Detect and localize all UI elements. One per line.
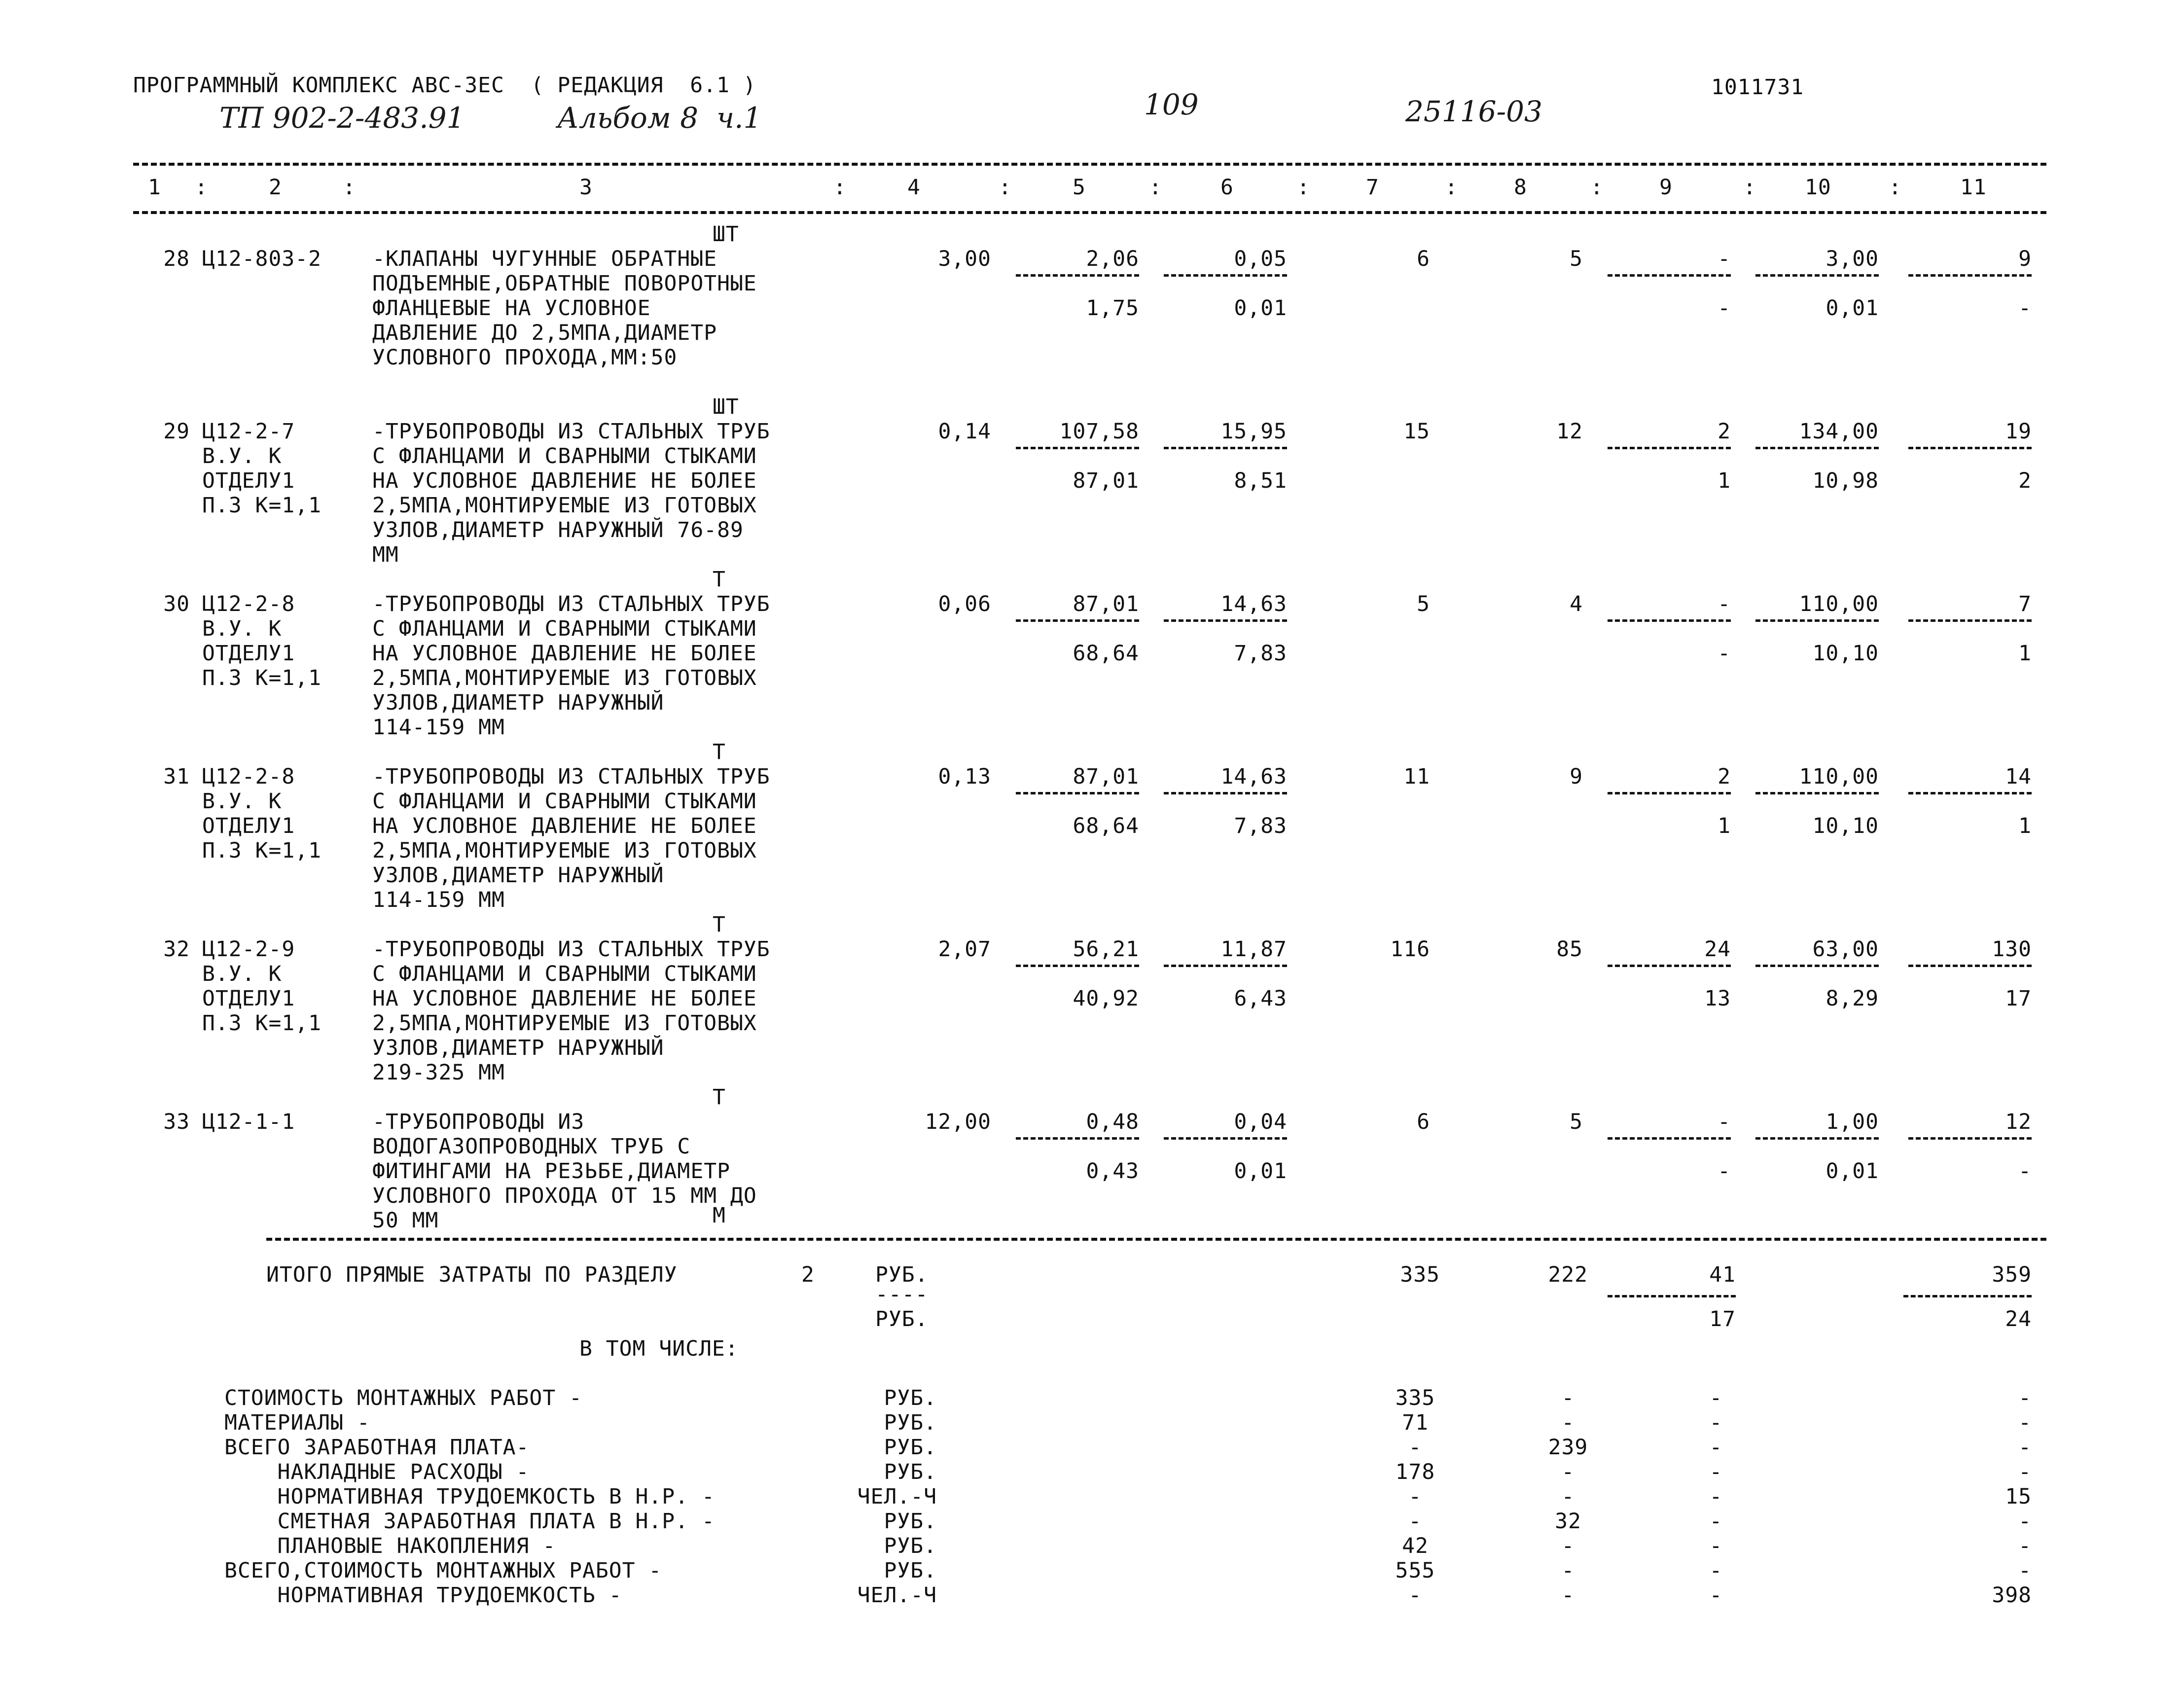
summary-col9: -: [1709, 1583, 1723, 1608]
item-unit: Т: [713, 912, 726, 937]
item-c11-rule: [1908, 447, 2032, 449]
item-code-note: В.У. К: [202, 962, 282, 986]
summary-col9: -: [1709, 1435, 1723, 1460]
summary-label: НОРМАТИВНАЯ ТРУДОЕМКОСТЬ -: [224, 1583, 622, 1608]
item-number: 31: [163, 764, 190, 789]
item-description-line: -КЛАПАНЫ ЧУГУННЫЕ ОБРАТНЫЕ: [372, 247, 717, 271]
item-c6b: 8,51: [1234, 468, 1287, 493]
item-c9-rule: [1608, 619, 1731, 622]
item-c10b: 10,10: [1812, 641, 1879, 666]
item-c10b: 10,98: [1812, 468, 1879, 493]
summary-col7: -: [1408, 1484, 1422, 1509]
item-description-line: ВОДОГАЗОПРОВОДНЫХ ТРУБ С: [372, 1134, 691, 1159]
item-description-line: УСЛОВНОГО ПРОХОДА,ММ:50: [372, 345, 678, 370]
totals-col9: 41: [1709, 1262, 1736, 1287]
summary-col9: -: [1709, 1534, 1723, 1558]
column-header-6: 6: [1220, 175, 1234, 200]
item-code: Ц12-2-8: [202, 764, 295, 789]
item-c7: 15: [1403, 419, 1430, 444]
item-description-line: 219-325 ММ: [372, 1060, 505, 1085]
item-c8: 5: [1570, 1110, 1583, 1134]
item-description-line: УЗЛОВ,ДИАМЕТР НАРУЖНЫЙ 76-89: [372, 518, 744, 542]
summary-label: ВСЕГО,СТОИМОСТЬ МОНТАЖНЫХ РАБОТ -: [224, 1558, 662, 1583]
table-header-rule: [133, 211, 2046, 214]
item-c4: 3,00: [938, 247, 991, 271]
item-c9b: -: [1718, 641, 1731, 666]
item-description-line: -ТРУБОПРОВОДЫ ИЗ СТАЛЬНЫХ ТРУБ: [372, 419, 770, 444]
item-code-note: П.3 К=1,1: [202, 666, 322, 690]
summary-label: СМЕТНАЯ ЗАРАБОТНАЯ ПЛАТА В Н.Р. -: [224, 1509, 715, 1534]
item-c11: 9: [2018, 247, 2032, 271]
summary-label: ПЛАНОВЫЕ НАКОПЛЕНИЯ -: [224, 1534, 556, 1558]
item-description-line: -ТРУБОПРОВОДЫ ИЗ: [372, 1110, 585, 1134]
item-c11-rule: [1908, 1137, 2032, 1140]
item-description-line: ФИТИНГАМИ НА РЕЗЬБЕ,ДИАМЕТР: [372, 1159, 730, 1184]
item-c5-rule: [1016, 1137, 1139, 1140]
item-c9b: 13: [1704, 986, 1731, 1011]
column-header-2: 2: [269, 175, 282, 200]
item-c9: -: [1718, 1110, 1731, 1134]
item-code-note: ОТДЕЛУ1: [202, 641, 295, 666]
item-c10-rule: [1755, 619, 1879, 622]
summary-label: СТОИМОСТЬ МОНТАЖНЫХ РАБОТ -: [224, 1386, 582, 1410]
item-c4: 0,14: [938, 419, 991, 444]
item-c9-rule: [1608, 447, 1731, 449]
item-c11b: 1: [2018, 641, 2032, 666]
item-c6b: 7,83: [1234, 641, 1287, 666]
summary-label: НОРМАТИВНАЯ ТРУДОЕМКОСТЬ В Н.Р. -: [224, 1484, 715, 1509]
column-header-3: 3: [579, 175, 593, 200]
item-c11b: -: [2018, 1159, 2032, 1184]
item-description-line: НА УСЛОВНОЕ ДАВЛЕНИЕ НЕ БОЛЕЕ: [372, 814, 757, 838]
totals-section: 2: [801, 1262, 815, 1287]
item-c8: 5: [1570, 247, 1583, 271]
summary-col7: -: [1408, 1583, 1422, 1608]
item-c8: 9: [1570, 764, 1583, 789]
item-code: Ц12-2-9: [202, 937, 295, 962]
summary-label: НАКЛАДНЫЕ РАСХОДЫ -: [224, 1460, 530, 1484]
summary-col9: -: [1709, 1460, 1723, 1484]
item-description-line: ФЛАНЦЕВЫЕ НА УСЛОВНОЕ: [372, 296, 651, 321]
item-code-note: ОТДЕЛУ1: [202, 986, 295, 1011]
item-c11b: 17: [2005, 986, 2032, 1011]
summary-col7: 42: [1402, 1534, 1429, 1558]
item-number: 29: [163, 419, 190, 444]
item-c8: 4: [1570, 592, 1583, 616]
item-c10: 134,00: [1799, 419, 1879, 444]
handwritten-album: Альбом 8 ч.1: [557, 101, 762, 135]
item-code: Ц12-803-2: [202, 247, 322, 271]
summary-col8: -: [1561, 1460, 1575, 1484]
summary-col7: 335: [1395, 1386, 1435, 1410]
item-c10: 110,00: [1799, 592, 1879, 616]
summary-col9: -: [1709, 1410, 1723, 1435]
summary-col9: -: [1709, 1509, 1723, 1534]
item-c6-rule: [1164, 965, 1287, 967]
item-number: 30: [163, 592, 190, 616]
column-header-11: 11: [1960, 175, 1987, 200]
item-c9-rule: [1608, 274, 1731, 277]
item-c5: 87,01: [1073, 592, 1139, 616]
item-c5-rule: [1016, 447, 1139, 449]
handwritten-document-number: 25116-03: [1405, 95, 1542, 128]
totals-rule: [266, 1238, 2046, 1241]
summary-unit: РУБ.: [884, 1386, 937, 1410]
item-c10-rule: [1755, 274, 1879, 277]
item-c10b: 10,10: [1812, 814, 1879, 838]
handwritten-project-number: ТП 902-2-483.91: [219, 101, 465, 135]
item-c5b: 68,64: [1073, 814, 1139, 838]
item-description-line: С ФЛАНЦАМИ И СВАРНЫМИ СТЫКАМИ: [372, 962, 757, 986]
item-number: 33: [163, 1110, 190, 1134]
item-c5b: 40,92: [1073, 986, 1139, 1011]
summary-col9: -: [1709, 1558, 1723, 1583]
item-c11-rule: [1908, 274, 2032, 277]
item-c6b: 6,43: [1234, 986, 1287, 1011]
summary-unit: РУБ.: [884, 1509, 937, 1534]
item-c4: 0,13: [938, 764, 991, 789]
summary-col11: -: [2018, 1534, 2032, 1558]
totals-unit-2: РУБ.: [875, 1307, 929, 1331]
totals-col7: 335: [1400, 1262, 1440, 1287]
summary-col7: -: [1408, 1509, 1422, 1534]
summary-unit: РУБ.: [884, 1460, 937, 1484]
item-code-note: В.У. К: [202, 789, 282, 814]
item-c5-rule: [1016, 965, 1139, 967]
item-c11b: -: [2018, 296, 2032, 321]
summary-col9: -: [1709, 1484, 1723, 1509]
totals-col11-bottom: 24: [2005, 1307, 2032, 1331]
item-unit: Т: [713, 1085, 726, 1110]
item-c4: 0,06: [938, 592, 991, 616]
item-description-line: ММ: [372, 542, 399, 567]
item-c10-rule: [1755, 965, 1879, 967]
item-unit: М: [713, 1203, 726, 1228]
item-c6: 14,63: [1220, 764, 1287, 789]
item-description-line: УСЛОВНОГО ПРОХОДА ОТ 15 ММ ДО: [372, 1184, 757, 1208]
item-c11b: 1: [2018, 814, 2032, 838]
item-description-line: УЗЛОВ,ДИАМЕТР НАРУЖНЫЙ: [372, 1036, 664, 1060]
item-c9-rule: [1608, 1137, 1731, 1140]
item-number: 32: [163, 937, 190, 962]
item-c5b: 68,64: [1073, 641, 1139, 666]
item-c5b: 0,43: [1086, 1159, 1139, 1184]
item-code-note: П.3 К=1,1: [202, 838, 322, 863]
item-c11: 130: [1992, 937, 2032, 962]
item-c6b: 7,83: [1234, 814, 1287, 838]
item-c11: 14: [2005, 764, 2032, 789]
summary-label: ВСЕГО ЗАРАБОТНАЯ ПЛАТА-: [224, 1435, 530, 1460]
totals-col11: 359: [1992, 1262, 2032, 1287]
item-description-line: -ТРУБОПРОВОДЫ ИЗ СТАЛЬНЫХ ТРУБ: [372, 937, 770, 962]
item-code-note: П.3 К=1,1: [202, 1011, 322, 1036]
item-c5-rule: [1016, 274, 1139, 277]
summary-unit: РУБ.: [884, 1410, 937, 1435]
item-unit: Т: [713, 740, 726, 764]
summary-col8: -: [1561, 1534, 1575, 1558]
item-code-note: ОТДЕЛУ1: [202, 468, 295, 493]
item-c4: 12,00: [925, 1110, 991, 1134]
item-code: Ц12-2-8: [202, 592, 295, 616]
item-c6: 11,87: [1220, 937, 1287, 962]
item-c5-rule: [1016, 619, 1139, 622]
item-c9: 24: [1704, 937, 1731, 962]
item-c11-rule: [1908, 792, 2032, 794]
summary-col11: -: [2018, 1435, 2032, 1460]
summary-col7: -: [1408, 1435, 1422, 1460]
summary-label: МАТЕРИАЛЫ -: [224, 1410, 370, 1435]
item-c6: 0,04: [1234, 1110, 1287, 1134]
totals-label: ИТОГО ПРЯМЫЕ ЗАТРАТЫ ПО РАЗДЕЛУ: [266, 1262, 678, 1287]
item-c10: 63,00: [1812, 937, 1879, 962]
item-description-line: С ФЛАНЦАМИ И СВАРНЫМИ СТЫКАМИ: [372, 444, 757, 468]
summary-col8: -: [1561, 1558, 1575, 1583]
item-c9: 2: [1718, 764, 1731, 789]
item-c7: 11: [1403, 764, 1430, 789]
item-description-line: УЗЛОВ,ДИАМЕТР НАРУЖНЫЙ: [372, 863, 664, 888]
item-unit: ШТ: [713, 222, 739, 247]
item-description-line: 50 ММ: [372, 1208, 439, 1233]
item-c6-rule: [1164, 447, 1287, 449]
item-c6-rule: [1164, 274, 1287, 277]
summary-unit: РУБ.: [884, 1534, 937, 1558]
item-description-line: 2,5МПА,МОНТИРУЕМЫЕ ИЗ ГОТОВЫХ: [372, 838, 757, 863]
item-c6: 14,63: [1220, 592, 1287, 616]
item-c5-rule: [1016, 792, 1139, 794]
item-c7: 6: [1417, 247, 1430, 271]
item-c5: 107,58: [1059, 419, 1139, 444]
item-description-line: 2,5МПА,МОНТИРУЕМЫЕ ИЗ ГОТОВЫХ: [372, 493, 757, 518]
item-c6b: 0,01: [1234, 296, 1287, 321]
item-code-note: П.3 К=1,1: [202, 493, 322, 518]
item-code-note: В.У. К: [202, 444, 282, 468]
item-c10: 3,00: [1826, 247, 1879, 271]
column-header-4: 4: [907, 175, 921, 200]
item-c6-rule: [1164, 619, 1287, 622]
item-c9: -: [1718, 592, 1731, 616]
summary-unit: ЧЕЛ.-Ч: [857, 1484, 937, 1509]
summary-col8: -: [1561, 1484, 1575, 1509]
item-c6-rule: [1164, 792, 1287, 794]
item-description-line: НА УСЛОВНОЕ ДАВЛЕНИЕ НЕ БОЛЕЕ: [372, 641, 757, 666]
totals-unit: РУБ.: [875, 1262, 929, 1287]
summary-col7: 178: [1395, 1460, 1435, 1484]
item-code-note: В.У. К: [202, 616, 282, 641]
totals-col9-bottom: 17: [1709, 1307, 1736, 1331]
item-description-line: УЗЛОВ,ДИАМЕТР НАРУЖНЫЙ: [372, 690, 664, 715]
item-c9-rule: [1608, 965, 1731, 967]
summary-col11: -: [2018, 1410, 2032, 1435]
column-header-7: 7: [1366, 175, 1379, 200]
item-description-line: 2,5МПА,МОНТИРУЕМЫЕ ИЗ ГОТОВЫХ: [372, 666, 757, 690]
handwritten-page-number: 109: [1144, 88, 1199, 121]
item-description-line: ДАВЛЕНИЕ ДО 2,5МПА,ДИАМЕТР: [372, 321, 717, 345]
item-unit: ШТ: [713, 395, 739, 419]
item-description-line: НА УСЛОВНОЕ ДАВЛЕНИЕ НЕ БОЛЕЕ: [372, 468, 757, 493]
item-c11b: 2: [2018, 468, 2032, 493]
item-code-note: ОТДЕЛУ1: [202, 814, 295, 838]
item-code: Ц12-1-1: [202, 1110, 295, 1134]
item-c8: 12: [1556, 419, 1583, 444]
summary-col11: 15: [2005, 1484, 2032, 1509]
item-c6: 0,05: [1234, 247, 1287, 271]
item-c7: 5: [1417, 592, 1430, 616]
item-c5b: 87,01: [1073, 468, 1139, 493]
item-description-line: 2,5МПА,МОНТИРУЕМЫЕ ИЗ ГОТОВЫХ: [372, 1011, 757, 1036]
summary-col8: 32: [1555, 1509, 1581, 1534]
item-c11: 7: [2018, 592, 2032, 616]
item-c4: 2,07: [938, 937, 991, 962]
item-c6b: 0,01: [1234, 1159, 1287, 1184]
summary-col8: -: [1561, 1410, 1575, 1435]
program-title: ПРОГРАММНЫЙ КОМПЛЕКС АВС-ЗЕС ( РЕДАКЦИЯ 6.1 ): [133, 73, 756, 98]
item-description-line: -ТРУБОПРОВОДЫ ИЗ СТАЛЬНЫХ ТРУБ: [372, 592, 770, 616]
summary-col8: -: [1561, 1583, 1575, 1608]
item-description-line: С ФЛАНЦАМИ И СВАРНЫМИ СТЫКАМИ: [372, 616, 757, 641]
summary-col7: 555: [1395, 1558, 1435, 1583]
item-c6-rule: [1164, 1137, 1287, 1140]
item-description-line: -ТРУБОПРОВОДЫ ИЗ СТАЛЬНЫХ ТРУБ: [372, 764, 770, 789]
item-code: Ц12-2-7: [202, 419, 295, 444]
item-c7: 116: [1390, 937, 1430, 962]
summary-col9: -: [1709, 1386, 1723, 1410]
summary-col7: 71: [1402, 1410, 1429, 1435]
totals-col11-rule: [1903, 1295, 2032, 1297]
summary-col11: -: [2018, 1509, 2032, 1534]
totals-col9-rule: [1608, 1295, 1736, 1297]
item-description-line: С ФЛАНЦАМИ И СВАРНЫМИ СТЫКАМИ: [372, 789, 757, 814]
item-c10: 110,00: [1799, 764, 1879, 789]
item-c9: 2: [1718, 419, 1731, 444]
column-header-10: 10: [1805, 175, 1831, 200]
summary-unit: ЧЕЛ.-Ч: [857, 1583, 937, 1608]
item-c9b: 1: [1718, 814, 1731, 838]
item-c10b: 8,29: [1826, 986, 1879, 1011]
item-c11: 19: [2005, 419, 2032, 444]
item-c5: 2,06: [1086, 247, 1139, 271]
item-c11-rule: [1908, 965, 2032, 967]
item-c9b: 1: [1718, 468, 1731, 493]
totals-col8: 222: [1548, 1262, 1588, 1287]
summary-col11: -: [2018, 1558, 2032, 1583]
summary-col11: -: [2018, 1460, 2032, 1484]
item-c5: 56,21: [1073, 937, 1139, 962]
item-c10: 1,00: [1826, 1110, 1879, 1134]
item-c10-rule: [1755, 792, 1879, 794]
item-c11: 12: [2005, 1110, 2032, 1134]
item-c6: 15,95: [1220, 419, 1287, 444]
item-c10-rule: [1755, 447, 1879, 449]
item-c5: 0,48: [1086, 1110, 1139, 1134]
item-number: 28: [163, 247, 190, 271]
item-c9-rule: [1608, 792, 1731, 794]
item-c9b: -: [1718, 1159, 1731, 1184]
document-code: 1011731: [1711, 75, 1804, 100]
column-header-8: 8: [1514, 175, 1527, 200]
item-description-line: НА УСЛОВНОЕ ДАВЛЕНИЕ НЕ БОЛЕЕ: [372, 986, 757, 1011]
column-header-9: 9: [1659, 175, 1673, 200]
item-c10-rule: [1755, 1137, 1879, 1140]
item-c9: -: [1718, 247, 1731, 271]
summary-col11: 398: [1992, 1583, 2032, 1608]
totals-unit-separator: ----: [875, 1282, 929, 1307]
summary-unit: РУБ.: [884, 1435, 937, 1460]
item-c10b: 0,01: [1826, 1159, 1879, 1184]
summary-col8: -: [1561, 1386, 1575, 1410]
item-unit: Т: [713, 567, 726, 592]
column-header-1: 1: [148, 175, 161, 200]
item-c8: 85: [1556, 937, 1583, 962]
table-top-rule: [133, 163, 2046, 166]
item-c10b: 0,01: [1826, 296, 1879, 321]
item-c7: 6: [1417, 1110, 1430, 1134]
item-description-line: 114-159 ММ: [372, 888, 505, 912]
item-description-line: 114-159 ММ: [372, 715, 505, 740]
including-label: В ТОМ ЧИСЛЕ:: [579, 1336, 739, 1361]
item-description-line: ПОДЪЕМНЫЕ,ОБРАТНЫЕ ПОВОРОТНЫЕ: [372, 271, 757, 296]
column-header-5: 5: [1073, 175, 1086, 200]
summary-unit: РУБ.: [884, 1558, 937, 1583]
item-c5: 87,01: [1073, 764, 1139, 789]
item-c5b: 1,75: [1086, 296, 1139, 321]
item-c11-rule: [1908, 619, 2032, 622]
summary-col8: 239: [1548, 1435, 1588, 1460]
item-c9b: -: [1718, 296, 1731, 321]
summary-col11: -: [2018, 1386, 2032, 1410]
